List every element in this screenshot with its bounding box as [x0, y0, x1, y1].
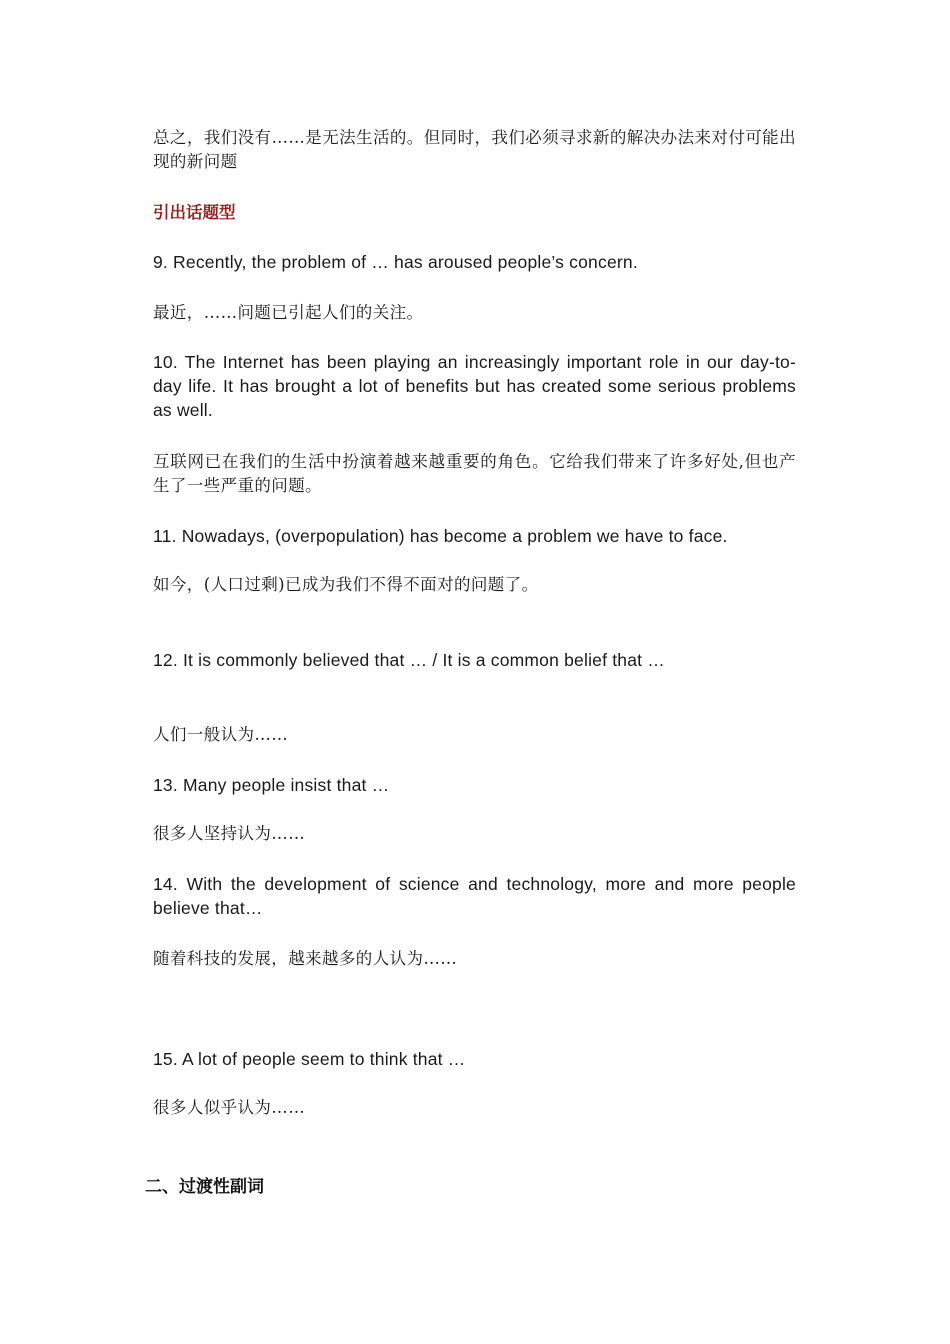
phrase-13-cn: 很多人坚持认为……	[153, 824, 306, 843]
section-heading: 二、过渡性副词	[145, 1177, 264, 1197]
phrase-15-cn: 很多人似乎认为……	[153, 1098, 306, 1117]
phrase-12-en: 12. It is commonly believed that … / It is a common belief that …	[153, 650, 665, 670]
phrase-9-en: 9. Recently, the problem of … has aroused people’s concern.	[153, 252, 638, 272]
conclusion-paragraph: 总之，我们没有……是无法生活的。但同时，我们必须寻求新的解决办法来对付可能出现的新问题	[153, 128, 796, 171]
phrase-9-cn: 最近，……问题已引起人们的关注。	[153, 303, 424, 322]
phrase-14-cn: 随着科技的发展，越来越多的人认为……	[153, 949, 458, 968]
subheading-topic-intro: 引出话题型	[153, 203, 236, 222]
phrase-15-en: 15. A lot of people seem to think that …	[153, 1049, 466, 1069]
phrase-10-cn: 互联网已在我们的生活中扮演着越来越重要的角色。它给我们带来了许多好处,但也产生了一些严重的问题。	[153, 452, 796, 495]
phrase-11-en: 11. Nowadays, (overpopulation) has become a problem we have to face.	[153, 526, 728, 546]
phrase-14-en: 14. With the development of science and technology, more and more people believe that…	[153, 874, 796, 918]
phrase-12-cn: 人们一般认为……	[153, 725, 289, 744]
phrase-11-cn: 如今，(人口过剩)已成为我们不得不面对的问题了。	[153, 575, 539, 594]
phrase-13-en: 13. Many people insist that …	[153, 775, 390, 795]
phrase-10-en: 10. The Internet has been playing an increasingly important role in our day-to-day life. It has brought a lot of benefits but has created some serious problems as well.	[153, 352, 796, 420]
